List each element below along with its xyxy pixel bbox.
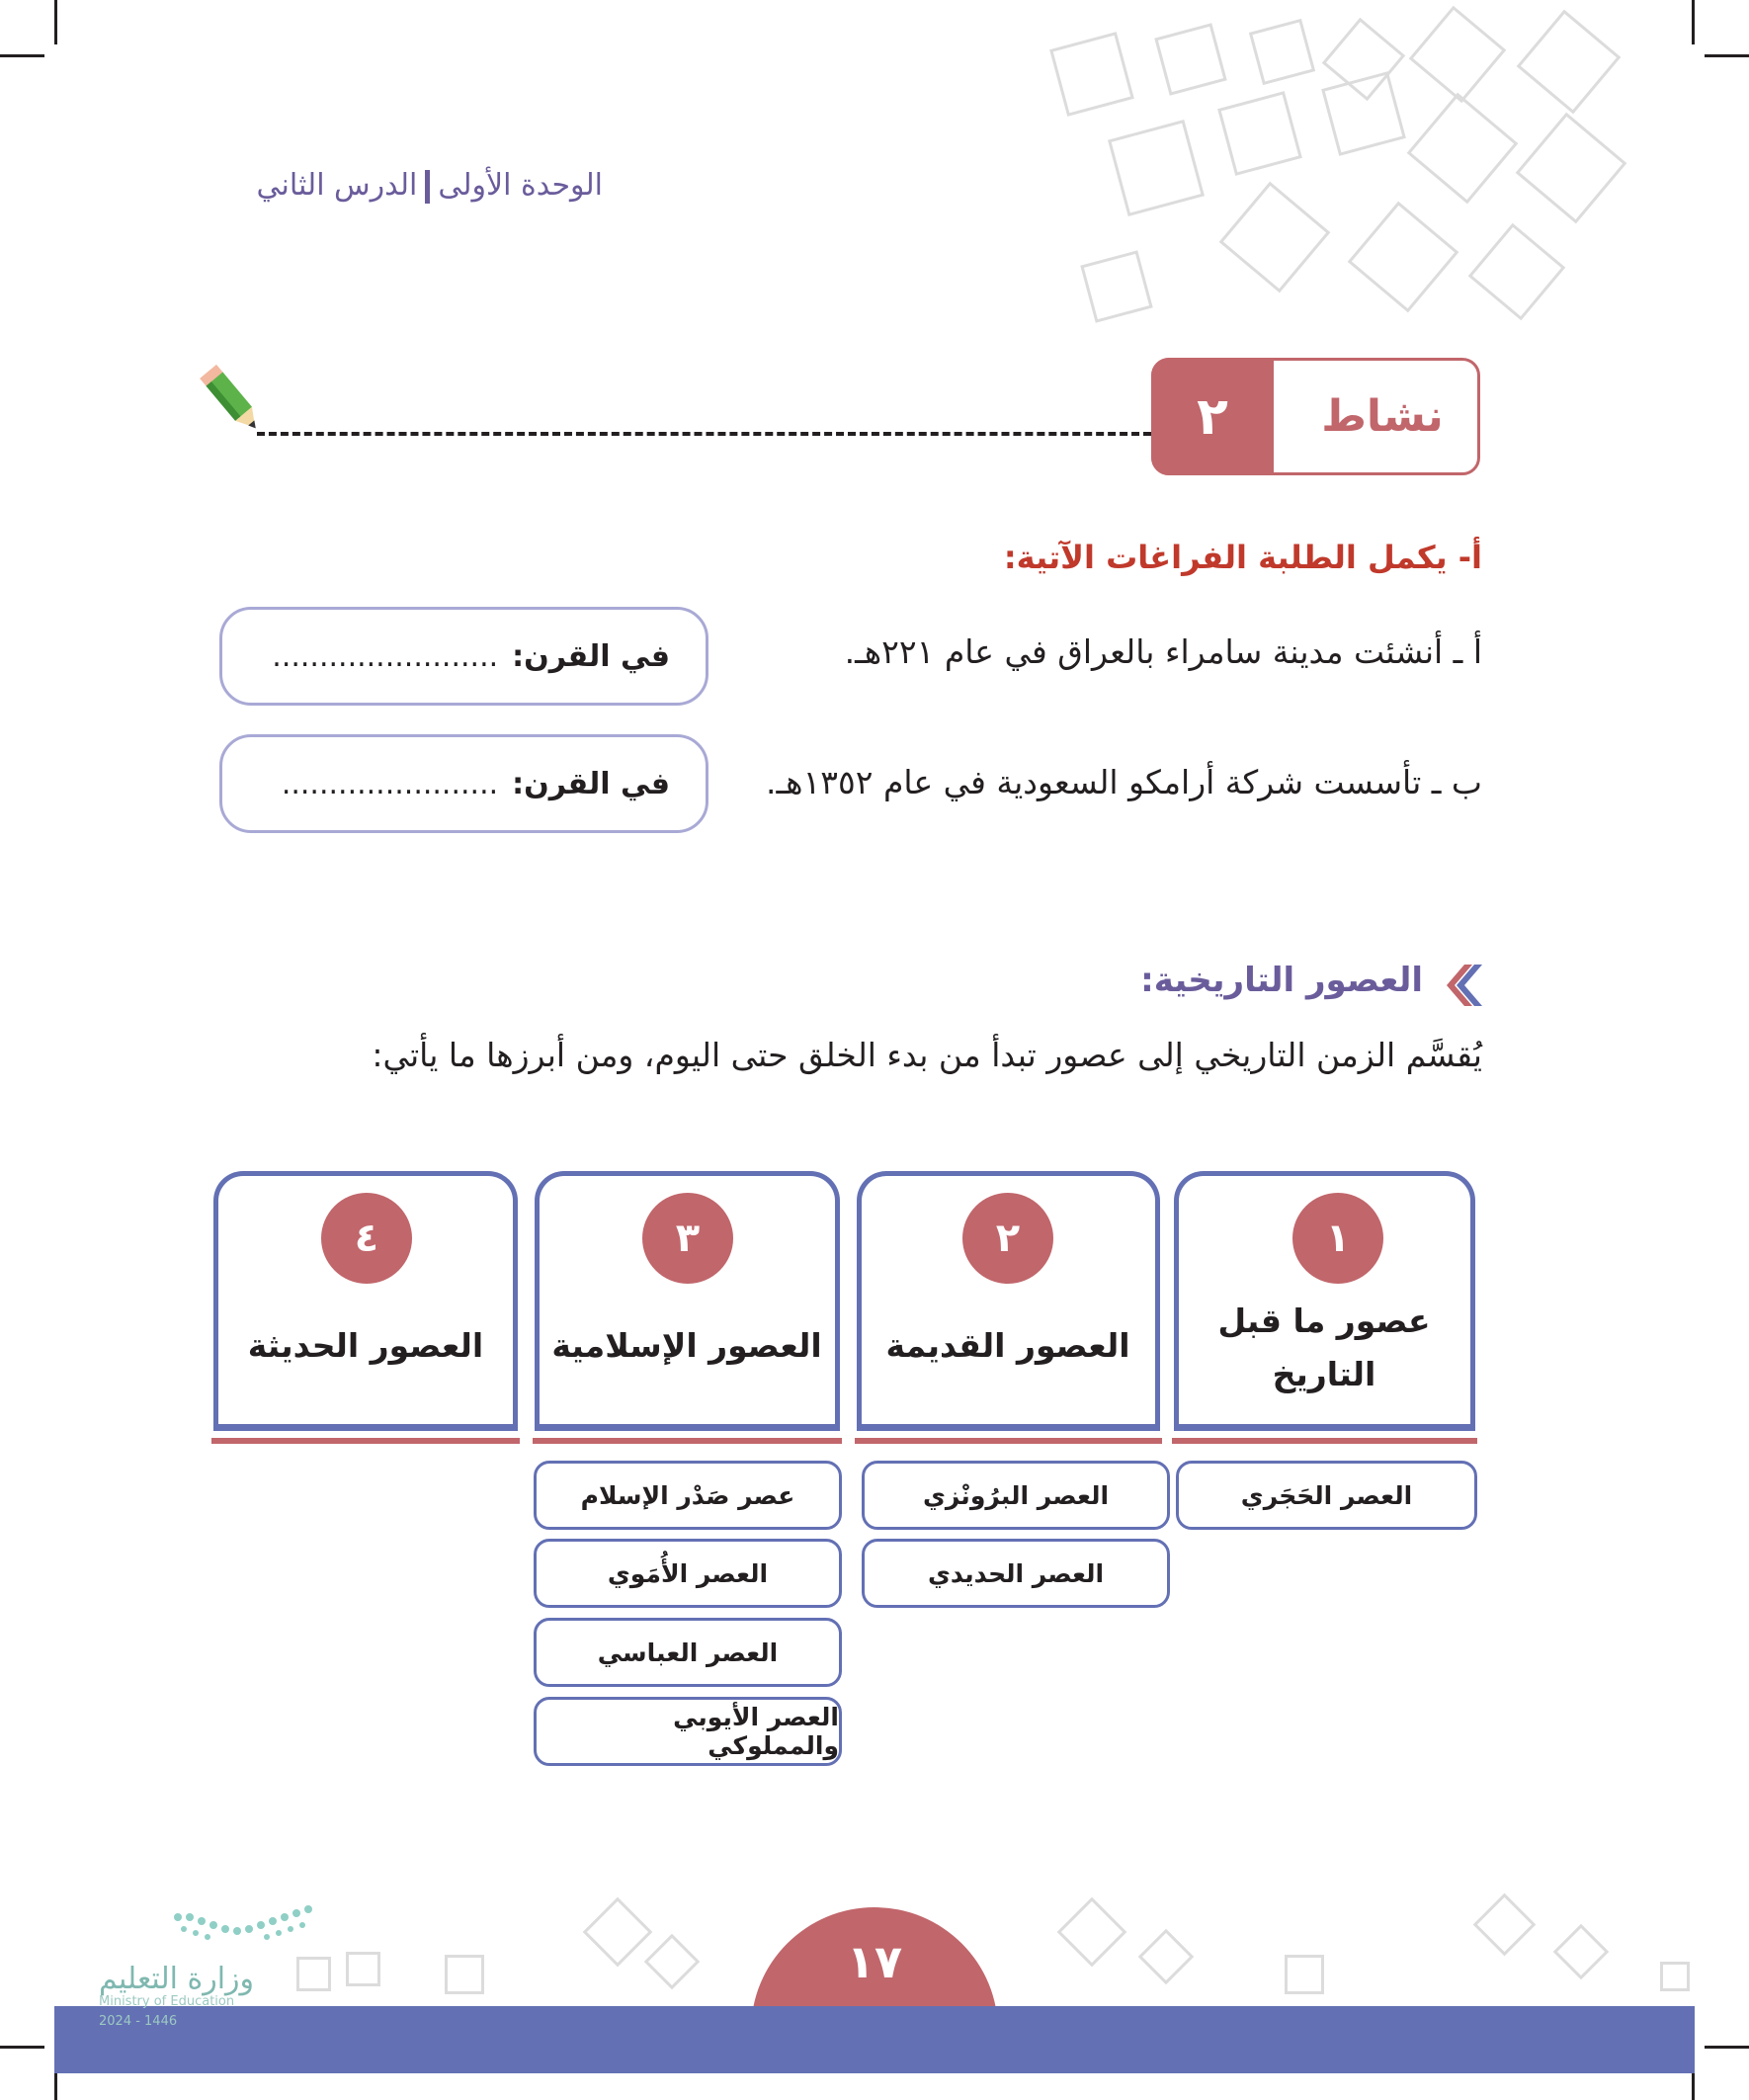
sub-era-item: العصر الأيوبي والمملوكي [534,1697,842,1766]
era-title-line: التاريخ [1272,1355,1376,1393]
era-title-2: العصور القديمة [885,1326,1130,1365]
era-number-4: ٤ [321,1193,412,1284]
answer-blank: ........................ [272,638,499,674]
sub-era-item: عصر صَدْر الإسلام [534,1461,842,1530]
era-base [1174,1424,1475,1431]
ministry-logo-year: 2024 - 1446 [99,2014,178,2029]
era-title-1 [1186,1295,1462,1401]
page-header [208,168,603,204]
era-title-line: عصور ما قبل [1217,1302,1431,1340]
question-2-text: ب ـ تأسست شركة أرامكو السعودية في عام ١٣٥٢هـ. [766,763,1482,801]
section-intro: يُقسَّم الزمن التاريخي إلى عصور تبدأ من بدء الخلق حتى اليوم، ومن أبرزها ما يأتي: [372,1036,1482,1074]
sub-era-item: العصر الحديدي [862,1539,1170,1608]
era-base [213,1424,518,1431]
era-number-2: ٢ [962,1193,1053,1284]
crop-mark [1705,2046,1749,2049]
chevron-left-icon [1445,961,1484,1010]
era-underline [533,1438,842,1444]
header-divider [425,170,430,204]
page-number: ١٧ [846,1935,903,1988]
instruction-text: أ- يكمل الطلبة الفراغات الآتية: [1003,539,1482,576]
ministry-logo-text: وزارة التعليم [99,1962,255,1996]
era-base [535,1424,840,1431]
era-title-3: العصور الإسلامية [551,1326,822,1365]
answer-label: في القرن: [512,638,670,674]
dashed-line [257,432,1151,436]
unit-label: الوحدة الأولى [438,168,603,203]
era-number-1: ١ [1292,1193,1383,1284]
sub-era-item: العصر العباسي [534,1618,842,1687]
crop-mark [1705,54,1749,57]
answer-label: في القرن: [512,766,670,801]
question-1-text: أ ـ أنشئت مدينة سامراء بالعراق في عام ٢٢١هـ. [844,632,1482,671]
sub-era-item: العصر الأُمَوي [534,1539,842,1608]
crop-mark [0,54,44,57]
activity-number: ٢ [1151,358,1274,475]
era-number-3: ٣ [642,1193,733,1284]
lesson-label: الدرس الثاني [256,168,418,203]
era-base [857,1424,1160,1431]
sub-era-item: العصر الحَجَري [1176,1461,1477,1530]
answer-blank: ....................... [281,766,499,801]
era-underline [1172,1438,1477,1444]
ministry-logo-subtext: Ministry of Education [99,1994,235,2009]
answer-box-2[interactable] [219,734,708,833]
crop-mark [1692,0,1695,44]
era-title-4: العصور الحديثة [247,1326,484,1365]
crop-mark [0,2046,44,2049]
answer-box-1[interactable] [219,607,708,706]
ministry-logo-icon [168,1897,326,1957]
section-title: العصور التاريخية: [1140,961,1423,1000]
activity-label: نشاط [1321,391,1444,442]
sub-era-item: العصر البرُونْزي [862,1461,1170,1530]
era-underline [211,1438,520,1444]
footer-bar [54,2006,1695,2073]
pencil-icon [198,361,267,440]
crop-mark [54,0,57,44]
era-underline [855,1438,1162,1444]
